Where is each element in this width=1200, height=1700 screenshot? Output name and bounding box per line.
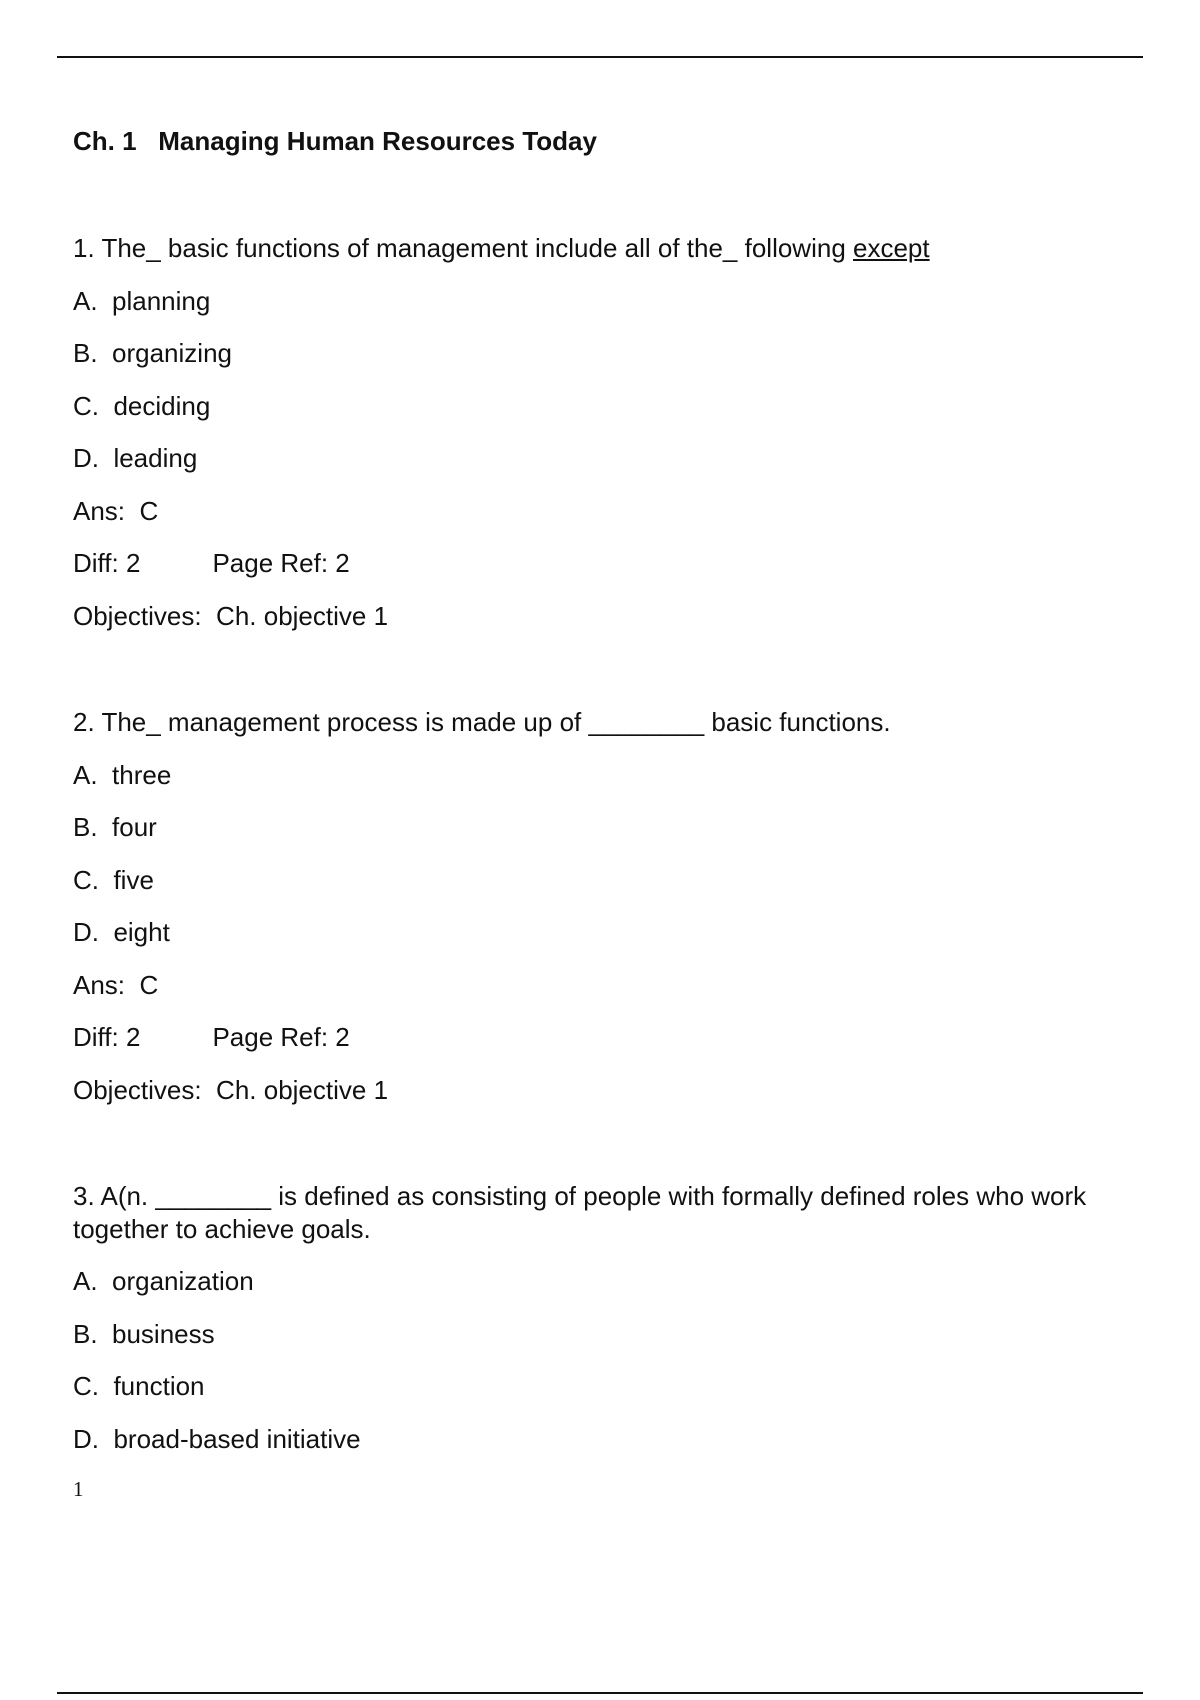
question-3 xyxy=(73,1180,1133,1475)
chapter-title: Ch. 1 Managing Human Resources Today xyxy=(73,126,597,156)
option-a: A. three xyxy=(73,759,172,790)
page-ref: Page Ref: 2 xyxy=(212,548,350,578)
answer: Ans: C xyxy=(73,969,159,1000)
question-stem: 3. A(n. ________ is defined as consisting of people with formally defined roles who work together to achieve goals. xyxy=(73,1181,1087,1244)
option-b: B. business xyxy=(73,1318,215,1349)
option-a: A. planning xyxy=(73,285,211,316)
objectives: Objectives: Ch. objective 1 xyxy=(73,600,389,631)
header-rule xyxy=(57,56,1143,58)
footer-rule xyxy=(57,1692,1143,1694)
option-a: A. organization xyxy=(73,1266,254,1296)
option-d: D. leading xyxy=(73,443,198,473)
question-1 xyxy=(73,232,1133,652)
question-stem: 1. The_ basic functions of management include all of the_ following except xyxy=(73,233,930,263)
answer: Ans: C xyxy=(73,495,159,526)
option-b: B. four xyxy=(73,812,157,842)
option-d: D. broad-based initiative xyxy=(73,1423,361,1454)
page-number: 1 xyxy=(73,1477,84,1501)
diff-pageref-row xyxy=(73,547,1133,600)
option-d: D. eight xyxy=(73,917,170,947)
page-ref: Page Ref: 2 xyxy=(212,1022,350,1052)
objectives: Objectives: Ch. objective 1 xyxy=(73,1074,389,1105)
difficulty: Diff: 2 xyxy=(73,548,141,578)
option-c: C. function xyxy=(73,1371,205,1401)
difficulty: Diff: 2 xyxy=(73,1022,141,1052)
option-c: C. deciding xyxy=(73,390,211,421)
diff-pageref-row xyxy=(73,1021,1133,1074)
emphasis-except: except xyxy=(853,233,930,263)
option-b: B. organizing xyxy=(73,338,232,368)
option-c: C. five xyxy=(73,864,154,895)
question-stem: 2. The_ management process is made up of ________ basic functions. xyxy=(73,707,891,737)
question-2 xyxy=(73,706,1133,1126)
